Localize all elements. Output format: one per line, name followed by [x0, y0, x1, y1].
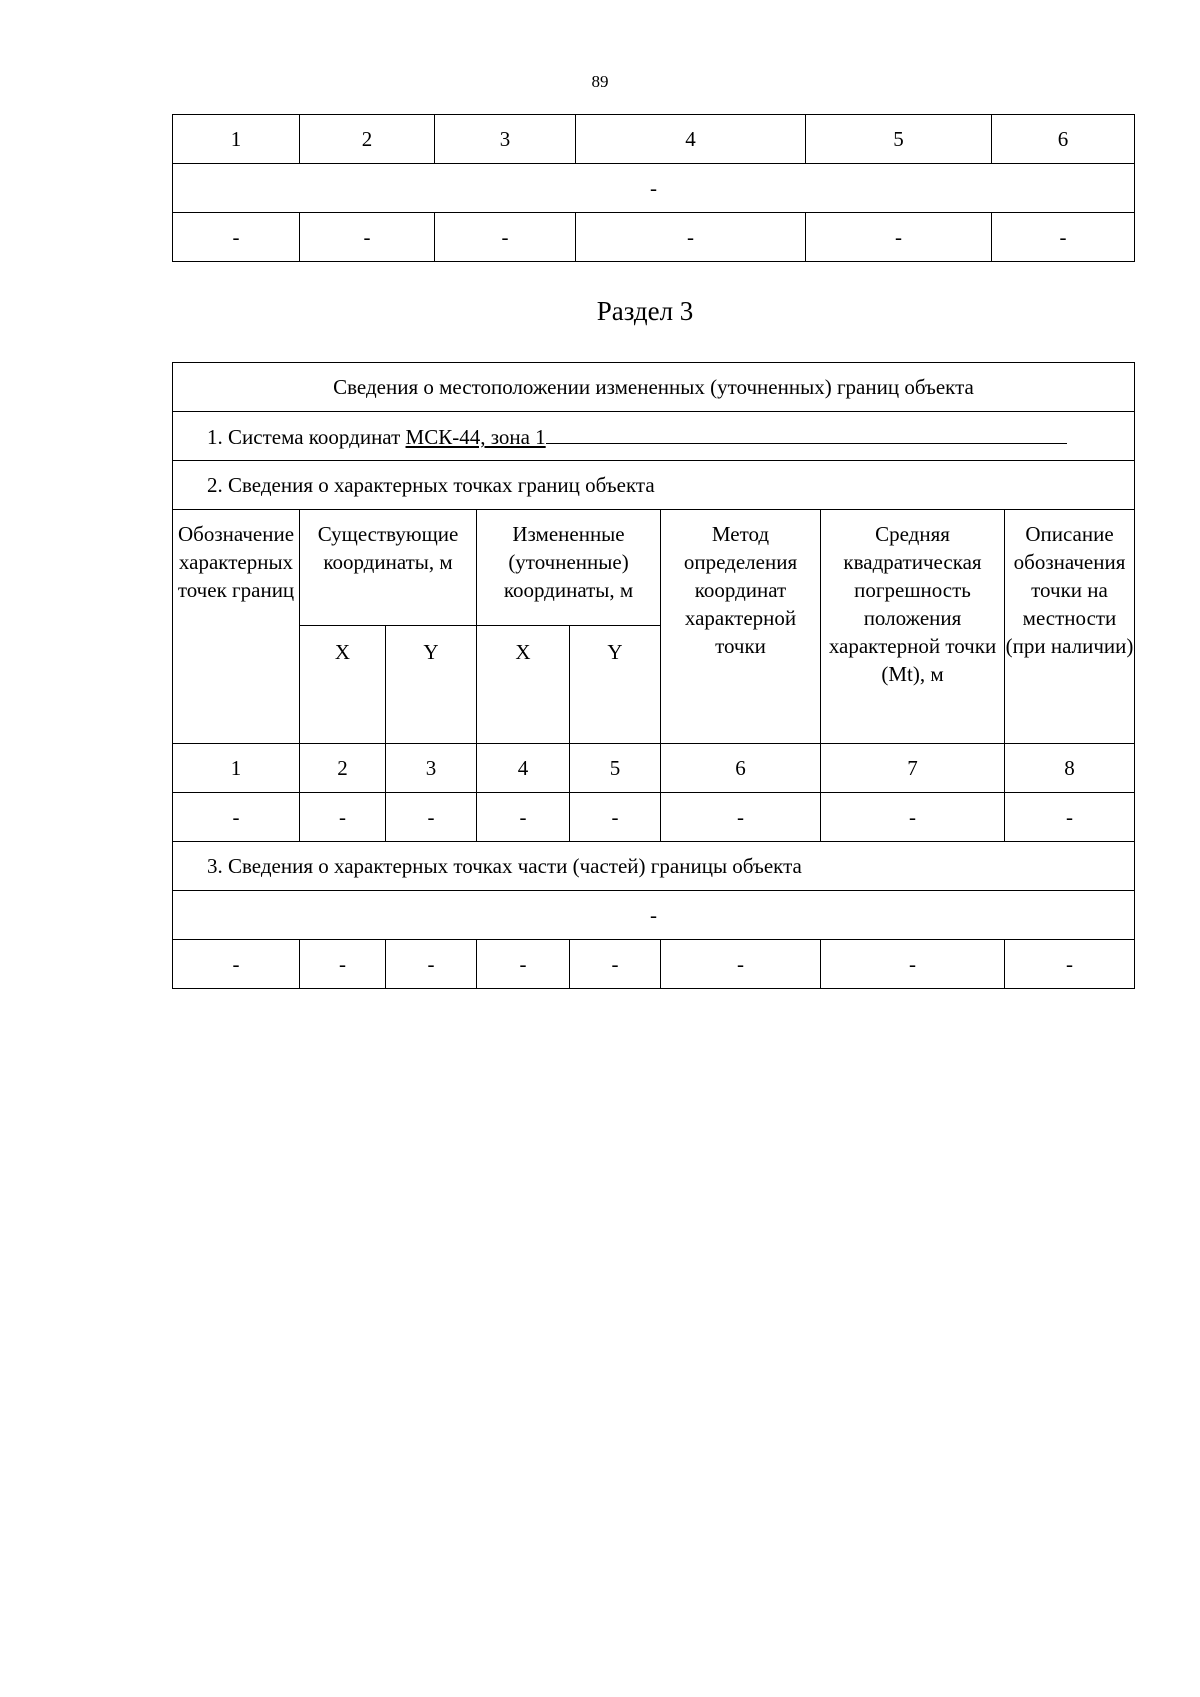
header-changed-x: X [477, 626, 570, 744]
table-cell: - [173, 940, 300, 989]
table-cell: - [661, 793, 821, 842]
parts-heading-row [173, 842, 1135, 891]
column-number: 5 [570, 744, 661, 793]
fill-in-line [546, 421, 1067, 444]
table-row [173, 940, 1135, 989]
table-title-row [173, 363, 1135, 412]
header-changed-coordinates: Измененные (уточненные) координаты, м [477, 510, 661, 626]
column-header-row [173, 510, 1135, 626]
header-existing-coordinates: Существующие координаты, м [300, 510, 477, 626]
column-number: 4 [576, 115, 806, 164]
page-number: 89 [591, 72, 609, 91]
table-cell: - [300, 940, 386, 989]
coordinate-system-cell [173, 412, 1135, 461]
table-cell: - [821, 940, 1005, 989]
table-title: Сведения о местоположении измененных (уточненных) границ объекта [173, 363, 1135, 412]
header-method: Метод определения координат характерной точки [661, 510, 821, 744]
coordinate-system-row [173, 412, 1135, 461]
previous-section-table-continuation [172, 114, 1135, 262]
column-number-row [173, 744, 1135, 793]
table-cell: - [992, 213, 1135, 262]
table-cell: - [386, 793, 477, 842]
column-number: 2 [300, 115, 435, 164]
spanning-row [173, 164, 1135, 213]
column-number: 3 [435, 115, 576, 164]
spanning-cell: - [173, 891, 1135, 940]
header-description: Описание обозначения точки на местности (при наличии) [1005, 510, 1135, 744]
column-number: 8 [1005, 744, 1135, 793]
section-title: Раздел 3 [596, 296, 694, 326]
table-cell: - [1005, 940, 1135, 989]
table-cell: - [386, 940, 477, 989]
table-cell: - [1005, 793, 1135, 842]
column-number-row [173, 115, 1135, 164]
table-cell: - [806, 213, 992, 262]
table-cell: - [661, 940, 821, 989]
header-existing-y: Y [386, 626, 477, 744]
table-cell: - [173, 793, 300, 842]
column-number: 1 [173, 115, 300, 164]
column-number: 4 [477, 744, 570, 793]
table-cell: - [570, 793, 661, 842]
parts-heading: 3. Сведения о характерных точках части (частей) границы объекта [173, 842, 1135, 891]
column-number: 6 [992, 115, 1135, 164]
table-cell: - [300, 213, 435, 262]
table-cell: - [576, 213, 806, 262]
column-number: 3 [386, 744, 477, 793]
column-number: 6 [661, 744, 821, 793]
coordinate-system-value: МСК-44, зона 1 [405, 425, 546, 449]
spanning-cell: - [173, 164, 1135, 213]
header-error: Средняя квадратическая погрешность положения характерной точки (Mt), м [821, 510, 1005, 744]
table-cell: - [435, 213, 576, 262]
table-row [173, 793, 1135, 842]
header-existing-x: X [300, 626, 386, 744]
points-heading-row [173, 461, 1135, 510]
table-cell: - [477, 793, 570, 842]
header-designation: Обозначение характерных точек границ [173, 510, 300, 744]
table-cell: - [570, 940, 661, 989]
column-number: 5 [806, 115, 992, 164]
table-cell: - [173, 213, 300, 262]
coordinate-system-label: 1. Система координат [207, 425, 401, 449]
table-cell: - [477, 940, 570, 989]
header-changed-y: Y [570, 626, 661, 744]
column-number: 2 [300, 744, 386, 793]
table-row [173, 213, 1135, 262]
points-heading: 2. Сведения о характерных точках границ объекта [173, 461, 1135, 510]
section3-table [172, 362, 1135, 989]
table-cell: - [300, 793, 386, 842]
spanning-row [173, 891, 1135, 940]
column-number: 7 [821, 744, 1005, 793]
table-cell: - [821, 793, 1005, 842]
column-number: 1 [173, 744, 300, 793]
